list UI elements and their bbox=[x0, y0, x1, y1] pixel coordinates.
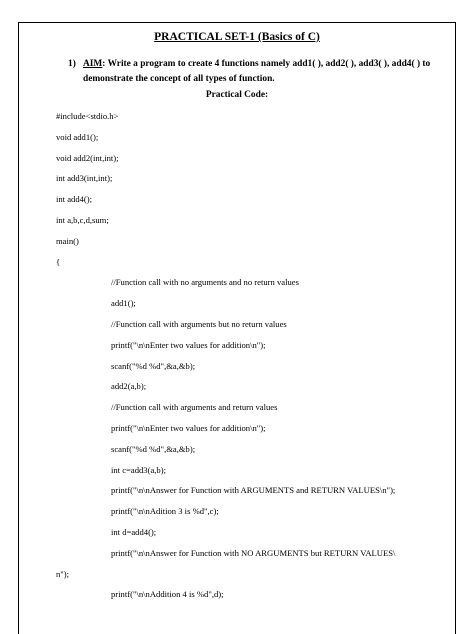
code-line: int c=add3(a,b); bbox=[111, 464, 166, 475]
code-line: n"); bbox=[56, 568, 70, 579]
code-line: add1(); bbox=[111, 298, 136, 309]
code-line: scanf("%d %d",&a,&b); bbox=[111, 360, 196, 371]
code-line: int a,b,c,d,sum; bbox=[56, 215, 109, 225]
code-line: int add3(int,int); bbox=[56, 173, 113, 184]
code-line: int add4(); bbox=[56, 194, 93, 205]
code-line: printf("\n\nEnter two values for addition\n"); bbox=[111, 423, 266, 433]
code-line: void add1(); bbox=[56, 131, 99, 142]
page-title: PRACTICAL SET-1 (Basics of C) bbox=[154, 31, 320, 43]
code-line: printf("\n\nEnter two values for addition\n"); bbox=[111, 339, 266, 350]
aim-label: AIM bbox=[83, 59, 103, 69]
code-line: //Function call with no arguments and no return values bbox=[111, 277, 299, 288]
code-line: printf("\n\nAdition 3 is %d",c); bbox=[111, 506, 219, 517]
code-line: add2(a,b); bbox=[111, 381, 147, 392]
code-line: //Function call with arguments but no return values bbox=[111, 319, 287, 329]
code-line: main() bbox=[56, 235, 79, 246]
practical-code-heading: Practical Code: bbox=[205, 90, 269, 100]
code-line: int d=add4(); bbox=[111, 527, 157, 537]
code-line: { bbox=[56, 256, 61, 267]
aim-description: : Write a program to create 4 functions namely add1( ), add2( ), add3( ), add4( ) to demonstrate the concept of all types of function. bbox=[83, 59, 431, 84]
code-line: #include<stdio.h> bbox=[56, 111, 119, 121]
code-line: printf("\n\nAnswer for Function with ARGUMENTS and RETURN VALUES\n"); bbox=[111, 485, 396, 496]
code-line: printf("\n\nAnswer for Function with NO ARGUMENTS but RETURN VALUES\ bbox=[111, 547, 396, 558]
code-line: scanf("%d %d",&a,&b); bbox=[111, 443, 196, 454]
aim-text-block bbox=[83, 57, 443, 87]
code-line: printf("\n\nAddition 4 is %d",d); bbox=[111, 589, 224, 600]
code-line: //Function call with arguments and return values bbox=[111, 402, 278, 413]
code-line: void add2(int,int); bbox=[56, 152, 119, 163]
aim-number: 1) bbox=[68, 59, 76, 69]
